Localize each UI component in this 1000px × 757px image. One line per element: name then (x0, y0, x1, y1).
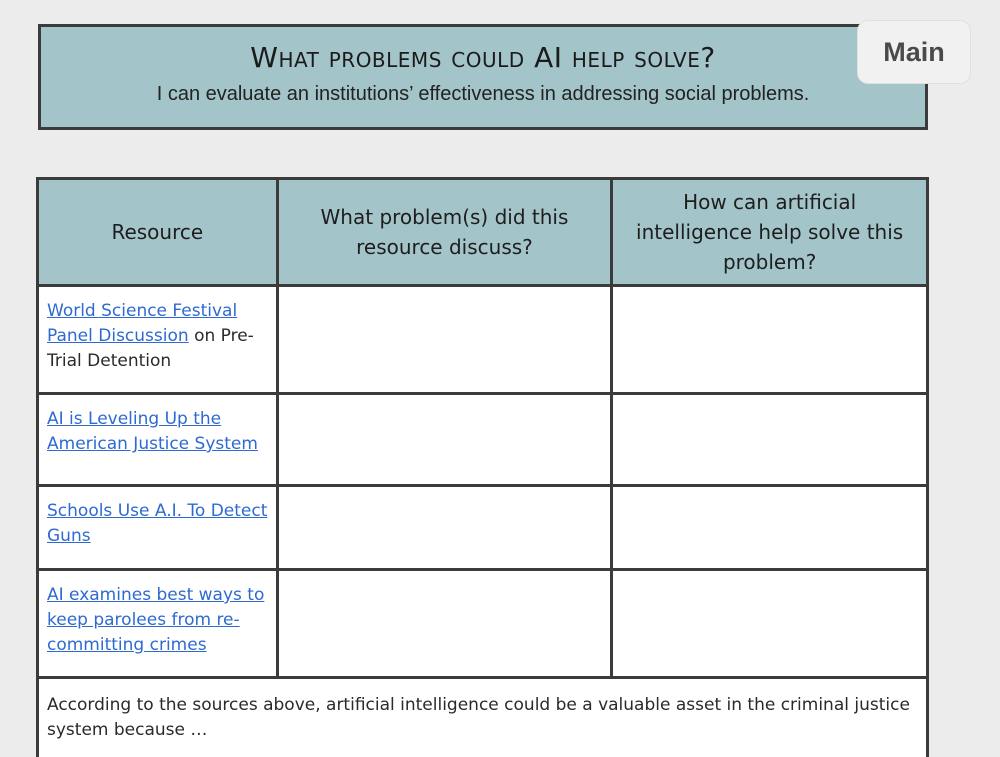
table-row (38, 394, 928, 486)
resource-cell (38, 286, 278, 394)
table-row (38, 486, 928, 570)
table-header-row (38, 179, 928, 286)
learning-objective: I can evaluate an institutions’ effectiveness in addressing social problems. (156, 83, 810, 105)
header-problems: What problem(s) did this resource discuss? (277, 179, 612, 286)
problem-answer-cell[interactable] (277, 394, 612, 486)
ai-answer-cell[interactable] (612, 394, 928, 486)
table-row (38, 286, 928, 394)
conclusion-prompt[interactable]: According to the sources above, artificial intelligence could be a valuable asset in the criminal justice system because … (38, 678, 928, 757)
resource-link[interactable]: Schools Use A.I. To Detect Guns (47, 501, 268, 546)
ai-answer-cell[interactable] (612, 570, 928, 678)
resource-link[interactable]: AI is Leveling Up the American Justice System (47, 409, 258, 454)
resource-cell (38, 486, 278, 570)
ai-answer-cell[interactable] (612, 486, 928, 570)
resource-link[interactable]: AI examines best ways to keep parolees from re-committing crimes (47, 585, 265, 655)
conclusion-row (38, 678, 928, 757)
header-resource: Resource (38, 179, 278, 286)
problem-answer-cell[interactable] (277, 286, 612, 394)
problem-answer-cell[interactable] (277, 570, 612, 678)
resource-suffix: on Pre-Trial Detention (47, 326, 254, 371)
resource-link[interactable]: World Science Festival Panel Discussion (47, 301, 238, 346)
worksheet-table (36, 177, 929, 757)
header-ai-solution: How can artificial intelligence help solve this problem? (612, 179, 928, 286)
resource-cell (38, 394, 278, 486)
table-row (38, 570, 928, 678)
resource-cell (38, 570, 278, 678)
page-title: What problems could AI help solve? (250, 41, 716, 74)
title-banner (38, 24, 928, 130)
main-button[interactable]: Main (858, 21, 970, 83)
problem-answer-cell[interactable] (277, 486, 612, 570)
ai-answer-cell[interactable] (612, 286, 928, 394)
